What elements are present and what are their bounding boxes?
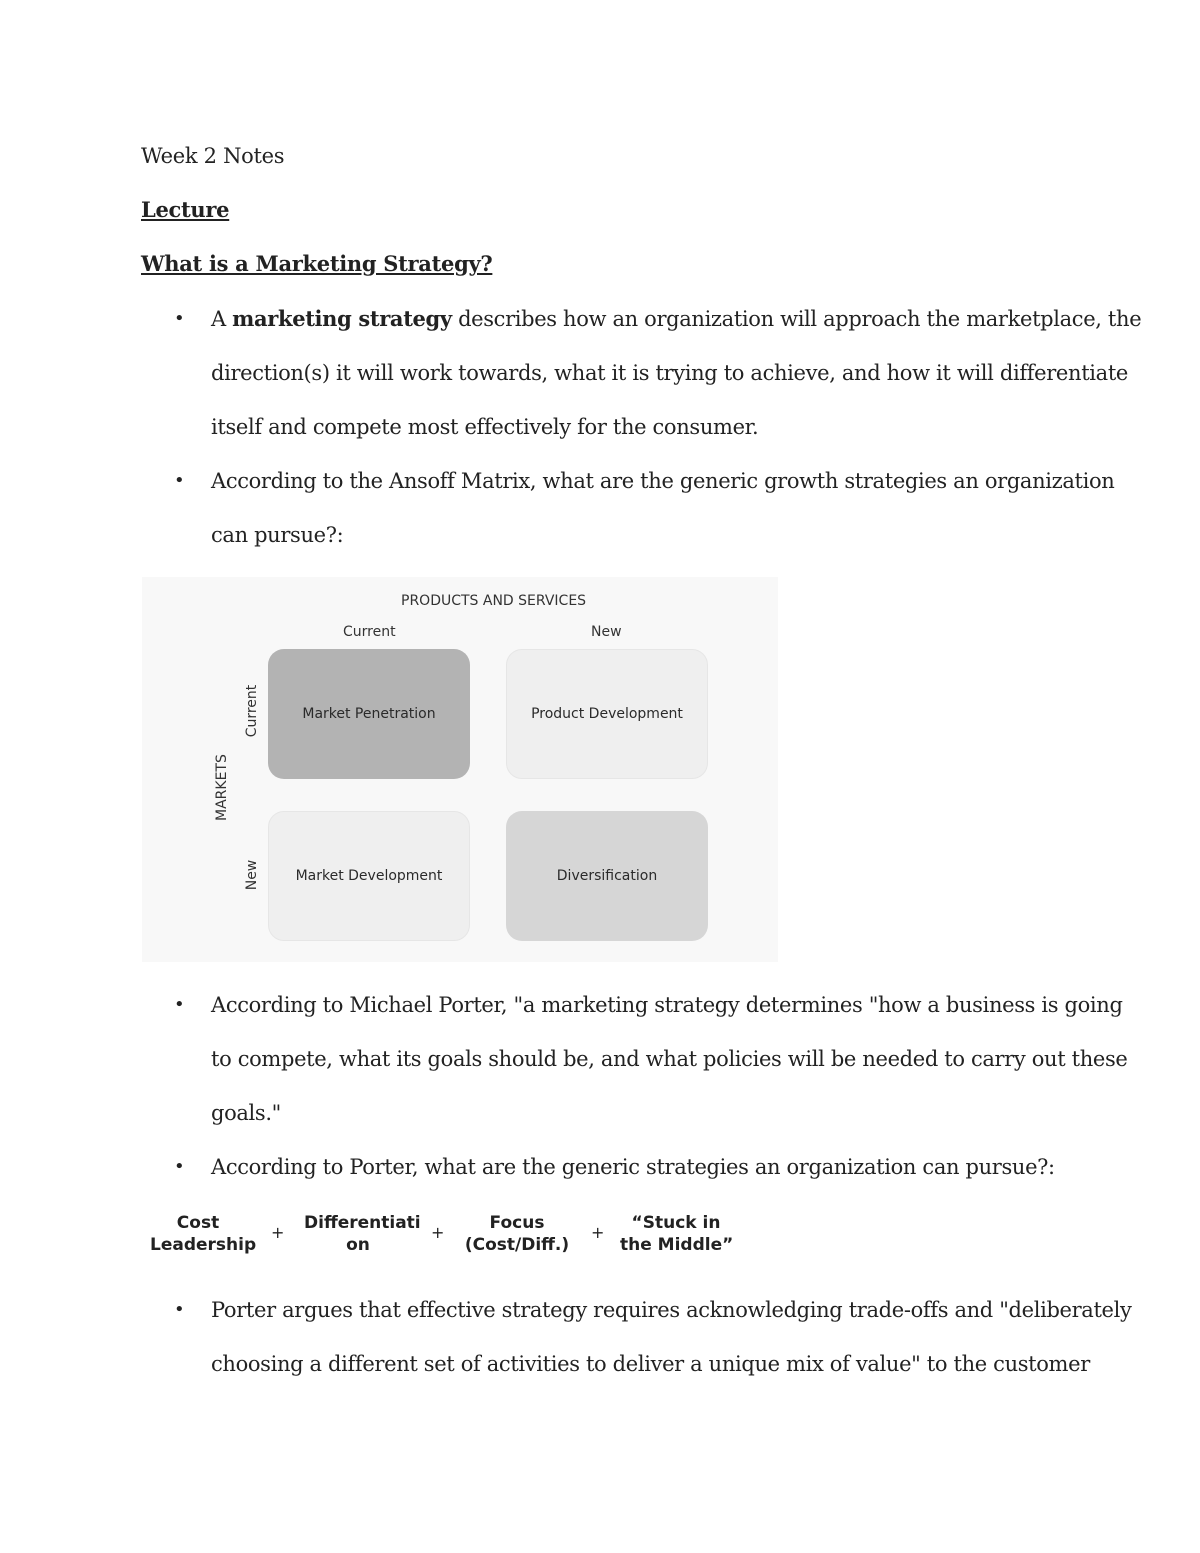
porter-cost-leadership-l1: Cost [176, 1213, 220, 1233]
plus-sign: + [431, 1223, 445, 1242]
ansoff-cell-market-development: Market Development [268, 811, 470, 941]
plus-sign: + [271, 1223, 285, 1242]
porter-differentiation-l2: on [346, 1235, 370, 1255]
porter-focus-l1: Focus [489, 1213, 545, 1233]
porter-stuck-l1: “Stuck in [631, 1213, 721, 1233]
document-title: Week 2 Notes [141, 144, 285, 168]
porter-focus [462, 1212, 572, 1256]
bullet-1-line-1 [211, 305, 1141, 333]
bullet-3-line-3: goals." [211, 1101, 281, 1125]
question-heading: What is a Marketing Strategy? [141, 251, 493, 276]
porter-cost-leadership-l2: Leadership [150, 1235, 257, 1255]
ansoff-matrix-figure [142, 577, 778, 962]
ansoff-cell-market-penetration: Market Penetration [268, 649, 470, 779]
section-heading-lecture: Lecture [141, 197, 230, 222]
bullet-2-line-2: can pursue?: [211, 523, 344, 547]
porter-stuck-in-the-middle [620, 1212, 732, 1256]
bullet-1-line-3: itself and compete most effectively for the consumer. [211, 415, 759, 439]
ansoff-row-new: New [244, 859, 260, 891]
ansoff-row-current: Current [244, 684, 260, 738]
bullet-3-line-1: According to Michael Porter, "a marketing strategy determines "how a business is going [211, 993, 1123, 1017]
ansoff-col-current: Current [343, 624, 396, 640]
plus-sign: + [591, 1223, 605, 1242]
bullet-5-line-1: Porter argues that effective strategy requires acknowledging trade-offs and "deliberately [211, 1298, 1132, 1322]
bullet-marker: • [174, 470, 185, 491]
bullet-marker: • [174, 308, 185, 329]
bullet-3-line-2: to compete, what its goals should be, and what policies will be needed to carry out these [211, 1047, 1128, 1071]
ansoff-col-new: New [591, 624, 622, 640]
bullet-1-prefix: A [211, 307, 233, 331]
ansoff-cell-product-development: Product Development [506, 649, 708, 779]
bullet-2-line-1: According to the Ansoff Matrix, what are the generic growth strategies an organization [211, 469, 1115, 493]
ansoff-side-title: MARKETS [214, 754, 230, 821]
porter-differentiation-l1: Differentiati [304, 1213, 421, 1233]
ansoff-top-title: PRODUCTS AND SERVICES [401, 593, 587, 609]
porter-focus-l2: (Cost/Diff.) [464, 1235, 570, 1255]
bullet-marker: • [174, 994, 185, 1015]
ansoff-cell-diversification: Diversification [506, 811, 708, 941]
porter-differentiation [304, 1212, 421, 1256]
bullet-1-line-1-rest: describes how an organization will approach the marketplace, the [451, 307, 1142, 331]
porter-cost-leadership [150, 1212, 257, 1256]
bullet-marker: • [174, 1156, 185, 1177]
bullet-marker: • [174, 1299, 185, 1320]
bullet-4-line-1: According to Porter, what are the generic strategies an organization can pursue?: [211, 1155, 1055, 1179]
porter-stuck-l2: the Middle” [620, 1235, 734, 1255]
bullet-5-line-2: choosing a different set of activities to deliver a unique mix of value" to the customer [211, 1352, 1090, 1376]
marketing-strategy-term: marketing strategy [232, 306, 452, 331]
bullet-1-line-2: direction(s) it will work towards, what it is trying to achieve, and how it will differentiate [211, 361, 1128, 385]
